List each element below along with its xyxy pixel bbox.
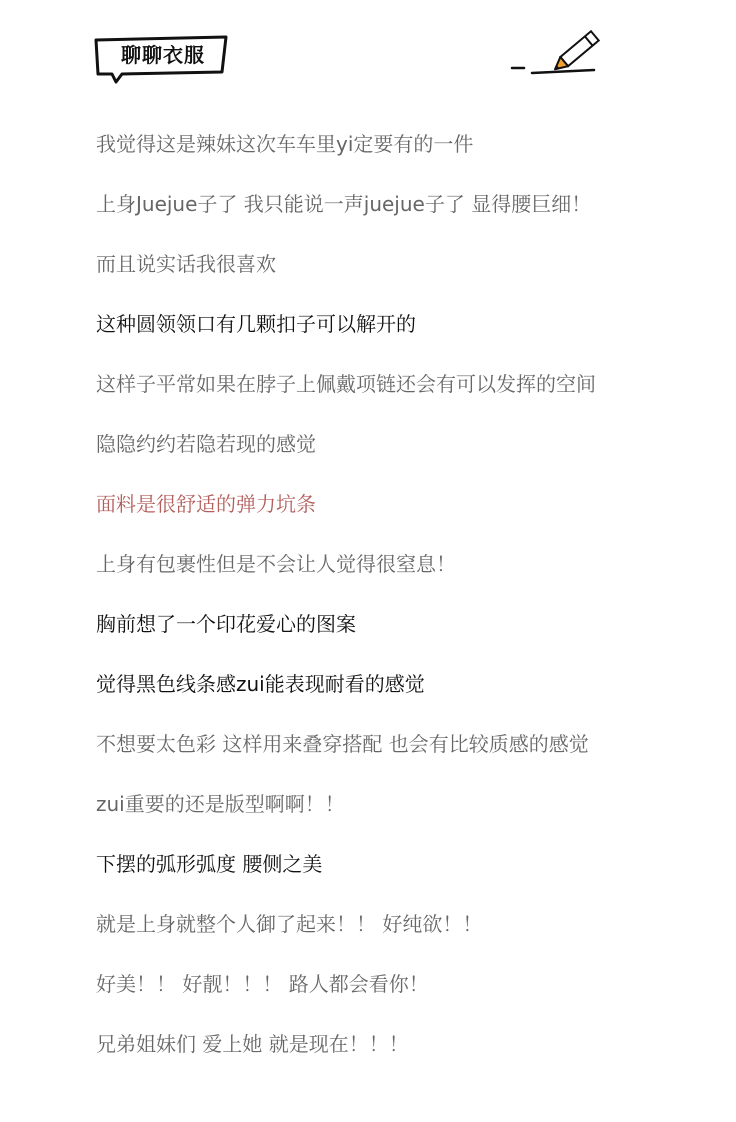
paragraph-line: 好美！！ 好靓！！！ 路人都会看你！: [96, 972, 429, 996]
paragraph-line: 觉得黑色线条感zui能表现耐看的感觉: [96, 672, 425, 696]
paragraph-line: 我觉得这是辣妹这次车车里yi定要有的一件: [96, 132, 474, 156]
article-body: [96, 134, 716, 1094]
paragraph-line: 这样子平常如果在脖子上佩戴项链还会有可以发挥的空间: [96, 372, 596, 396]
paragraph-line: 这种圆领领口有几颗扣子可以解开的: [96, 312, 416, 336]
paragraph-line: 隐隐约约若隐若现的感觉: [96, 432, 316, 456]
paragraph-line: 不想要太色彩 这样用来叠穿搭配 也会有比较质感的感觉: [96, 732, 589, 756]
paragraph-line: 胸前想了一个印花爱心的图案: [96, 612, 356, 636]
paragraph-line: 上身Juejue子了 我只能说一声juejue子了 显得腰巨细！: [96, 192, 592, 216]
paragraph-line: zui重要的还是版型啊啊！！: [96, 792, 345, 816]
pencil-icon: [508, 28, 608, 84]
paragraph-line: 就是上身就整个人御了起来！！ 好纯欲！！: [96, 912, 483, 936]
paragraph-line: 下摆的弧形弧度 腰侧之美: [96, 852, 323, 876]
section-title: 聊聊衣服: [121, 43, 205, 67]
paragraph-line: 兄弟姐妹们 爱上她 就是现在！！！: [96, 1032, 409, 1056]
paragraph-line: 上身有包裹性但是不会让人觉得很窒息！: [96, 552, 456, 576]
paragraph-line: 而且说实话我很喜欢: [96, 252, 276, 276]
highlight-line: 面料是很舒适的弹力坑条: [96, 492, 316, 516]
section-header-badge: [92, 34, 232, 86]
